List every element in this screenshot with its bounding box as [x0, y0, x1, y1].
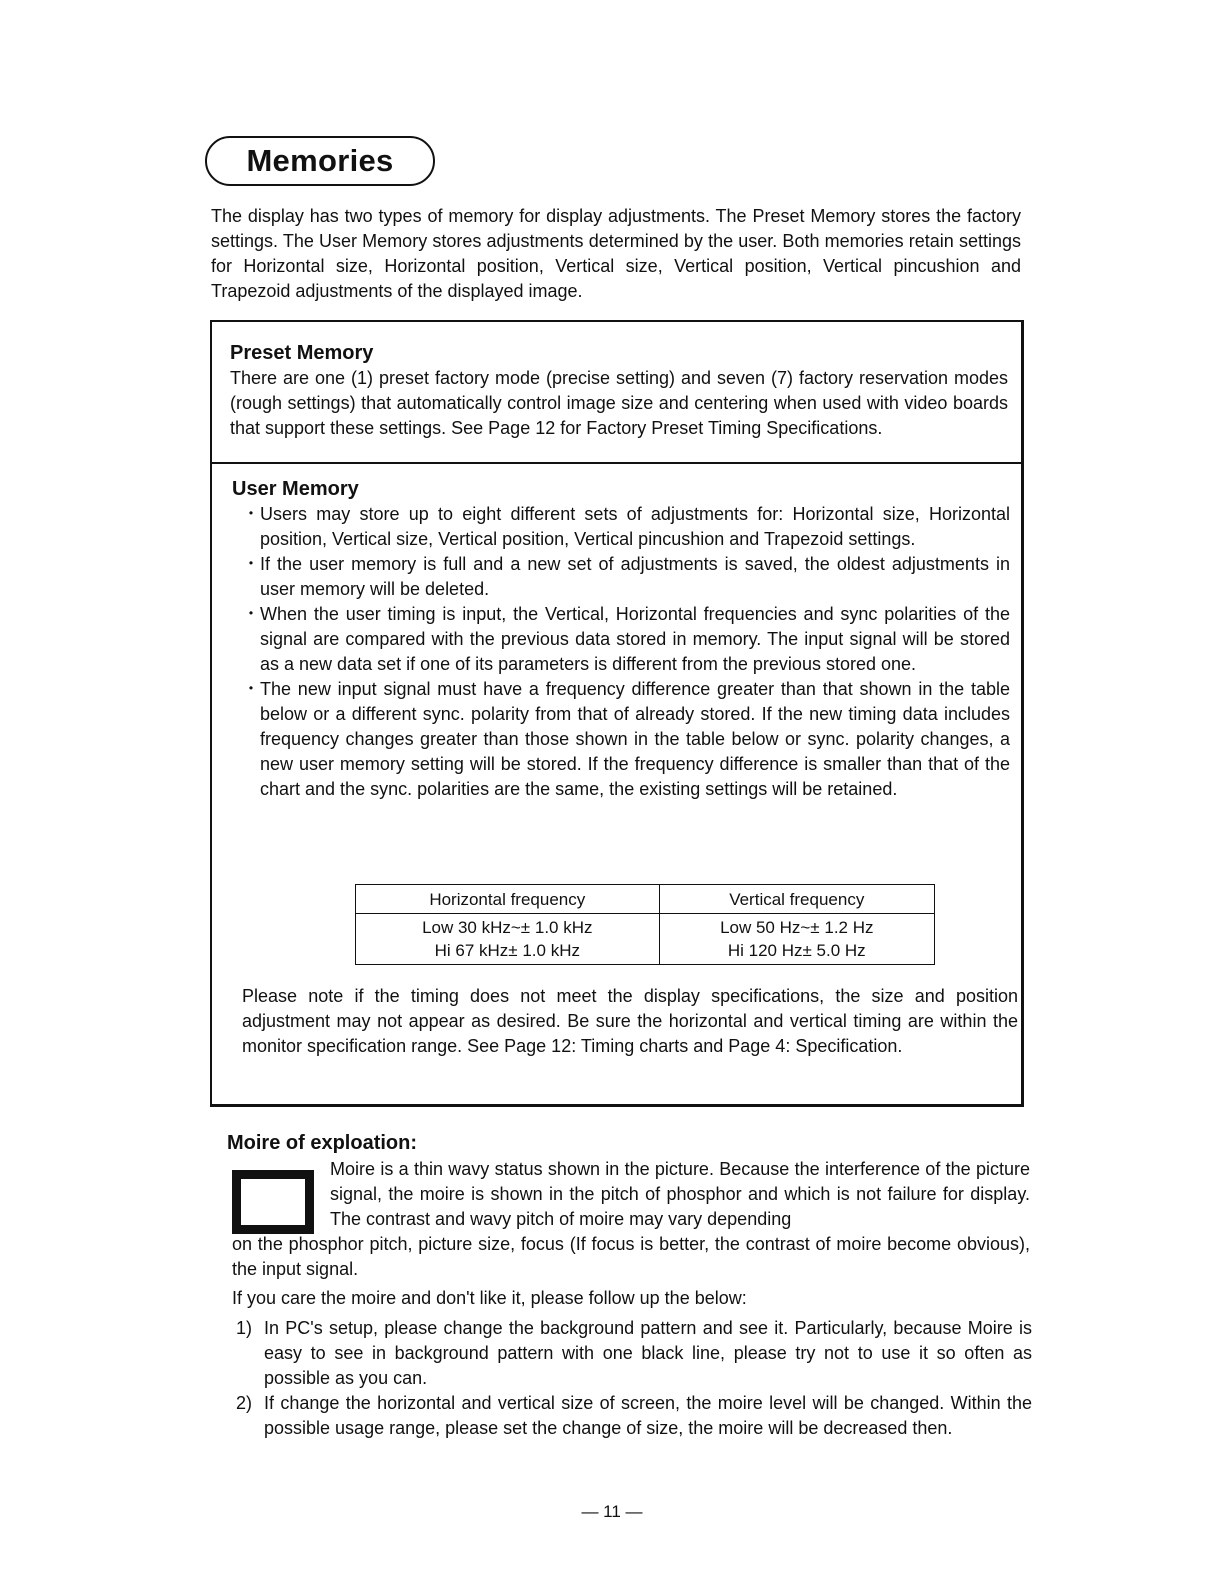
- cell-line-hi: Hi 120 Hz± 5.0 Hz: [727, 941, 866, 960]
- timing-note: Please note if the timing does not meet the display specifications, the size and position adjustment may not appear as desired. Be sure the horizontal and vertical timing are within the monitor specification range. See Page 12: Timing charts and Page 4: Specification.: [242, 986, 1018, 1056]
- step-text: In PC's setup, please change the background pattern and see it. Particularly, because Moire is easy to see in background pattern with one black line, please try not to use it so often as possible as you can.: [264, 1318, 1032, 1388]
- table-header-row: [356, 885, 935, 914]
- bullet-mark: ・: [242, 679, 260, 699]
- moire-paragraph: Moire is a thin wavy status shown in the picture. Because the interference of the picture signal, the moire is shown in the pitch of phosphor and which is not failure for display. The contrast and wavy pitch of moire may vary depending: [330, 1159, 1030, 1229]
- section-title: Memories: [246, 143, 394, 178]
- table-row: [356, 914, 935, 965]
- bullet-mark: ・: [242, 604, 260, 624]
- cell-line-low: Low 30 kHz~± 1.0 kHz: [422, 918, 593, 937]
- column-header-horizontal: Horizontal frequency: [356, 885, 660, 914]
- bullet-mark: ・: [242, 554, 260, 574]
- section-divider: [212, 462, 1021, 464]
- list-item-text: If the user memory is full and a new set of adjustments is saved, the oldest adjustments in user memory will be deleted.: [260, 554, 1010, 599]
- user-memory-list: [240, 502, 1010, 802]
- step-number: 2): [236, 1393, 253, 1413]
- cell-line-low: Low 50 Hz~± 1.2 Hz: [720, 918, 874, 937]
- list-item: [232, 1391, 1032, 1441]
- list-item: [240, 502, 1010, 552]
- list-item: [240, 602, 1010, 677]
- page-number: — 11 —: [581, 1502, 643, 1521]
- moire-paragraph-continued: on the phosphor pitch, picture size, focus (If focus is better, the contrast of moire become obvious), the input signal.: [232, 1234, 1030, 1279]
- list-item-text: Users may store up to eight different sets of adjustments for: Horizontal size, Horizontal position, Vertical size, Vertical position, Vertical pincushion and Trapezoid settings.: [260, 504, 1010, 549]
- list-item: [240, 677, 1010, 802]
- list-item-text: When the user timing is input, the Vertical, Horizontal frequencies and sync polarities of the signal are compared with the previous data stored in memory. The input signal will be stored as a new data set if one of its parameters is different from the previous stored one.: [260, 604, 1010, 674]
- intro-paragraph: The display has two types of memory for display adjustments. The Preset Memory stores the factory settings. The User Memory stores adjustments determined by the user. Both memories retain settings for Horizontal size, Horizontal position, Vertical size, Vertical position, Vertical pincushion and Trapezoid adjustments of the displayed image.: [211, 206, 1021, 301]
- table-cell: [659, 914, 934, 965]
- monitor-frame-icon: [232, 1170, 314, 1234]
- moire-steps: [232, 1316, 1032, 1441]
- bullet-mark: ・: [242, 504, 260, 524]
- column-header-vertical: Vertical frequency: [659, 885, 934, 914]
- list-item: [232, 1316, 1032, 1391]
- moire-heading: Moire of exploation:: [227, 1132, 417, 1154]
- table-cell: [356, 914, 660, 965]
- step-number: 1): [236, 1318, 253, 1338]
- user-memory-heading: User Memory: [232, 478, 359, 500]
- list-item: [240, 552, 1010, 602]
- step-text: If change the horizontal and vertical size of screen, the moire level will be changed. Within the possible usage range, please set the change of size, the moire will be decreased then.: [264, 1393, 1032, 1438]
- list-item-text: The new input signal must have a frequency difference greater than that shown in the table below or a different sync. polarity from that of already stored. If the new timing data includes frequency changes greater than those shown in the table below or sync. polarity changes, a new user memory setting will be stored. If the frequency difference is smaller than that of the chart and the sync. polarities are the same, the existing settings will be retained.: [260, 679, 1010, 799]
- frequency-table: [355, 884, 935, 965]
- moire-instruction: If you care the moire and don't like it, please follow up the below:: [232, 1288, 747, 1308]
- preset-memory-heading: Preset Memory: [230, 342, 374, 364]
- preset-memory-text: There are one (1) preset factory mode (precise setting) and seven (7) factory reservation modes (rough settings) that automatically control image size and centering when used with video boards that support these settings. See Page 12 for Factory Preset Timing Specifications.: [230, 368, 1008, 438]
- memory-info-box: [210, 320, 1024, 1107]
- cell-line-hi: Hi 67 kHz± 1.0 kHz: [434, 941, 580, 960]
- section-title-frame: [205, 136, 435, 186]
